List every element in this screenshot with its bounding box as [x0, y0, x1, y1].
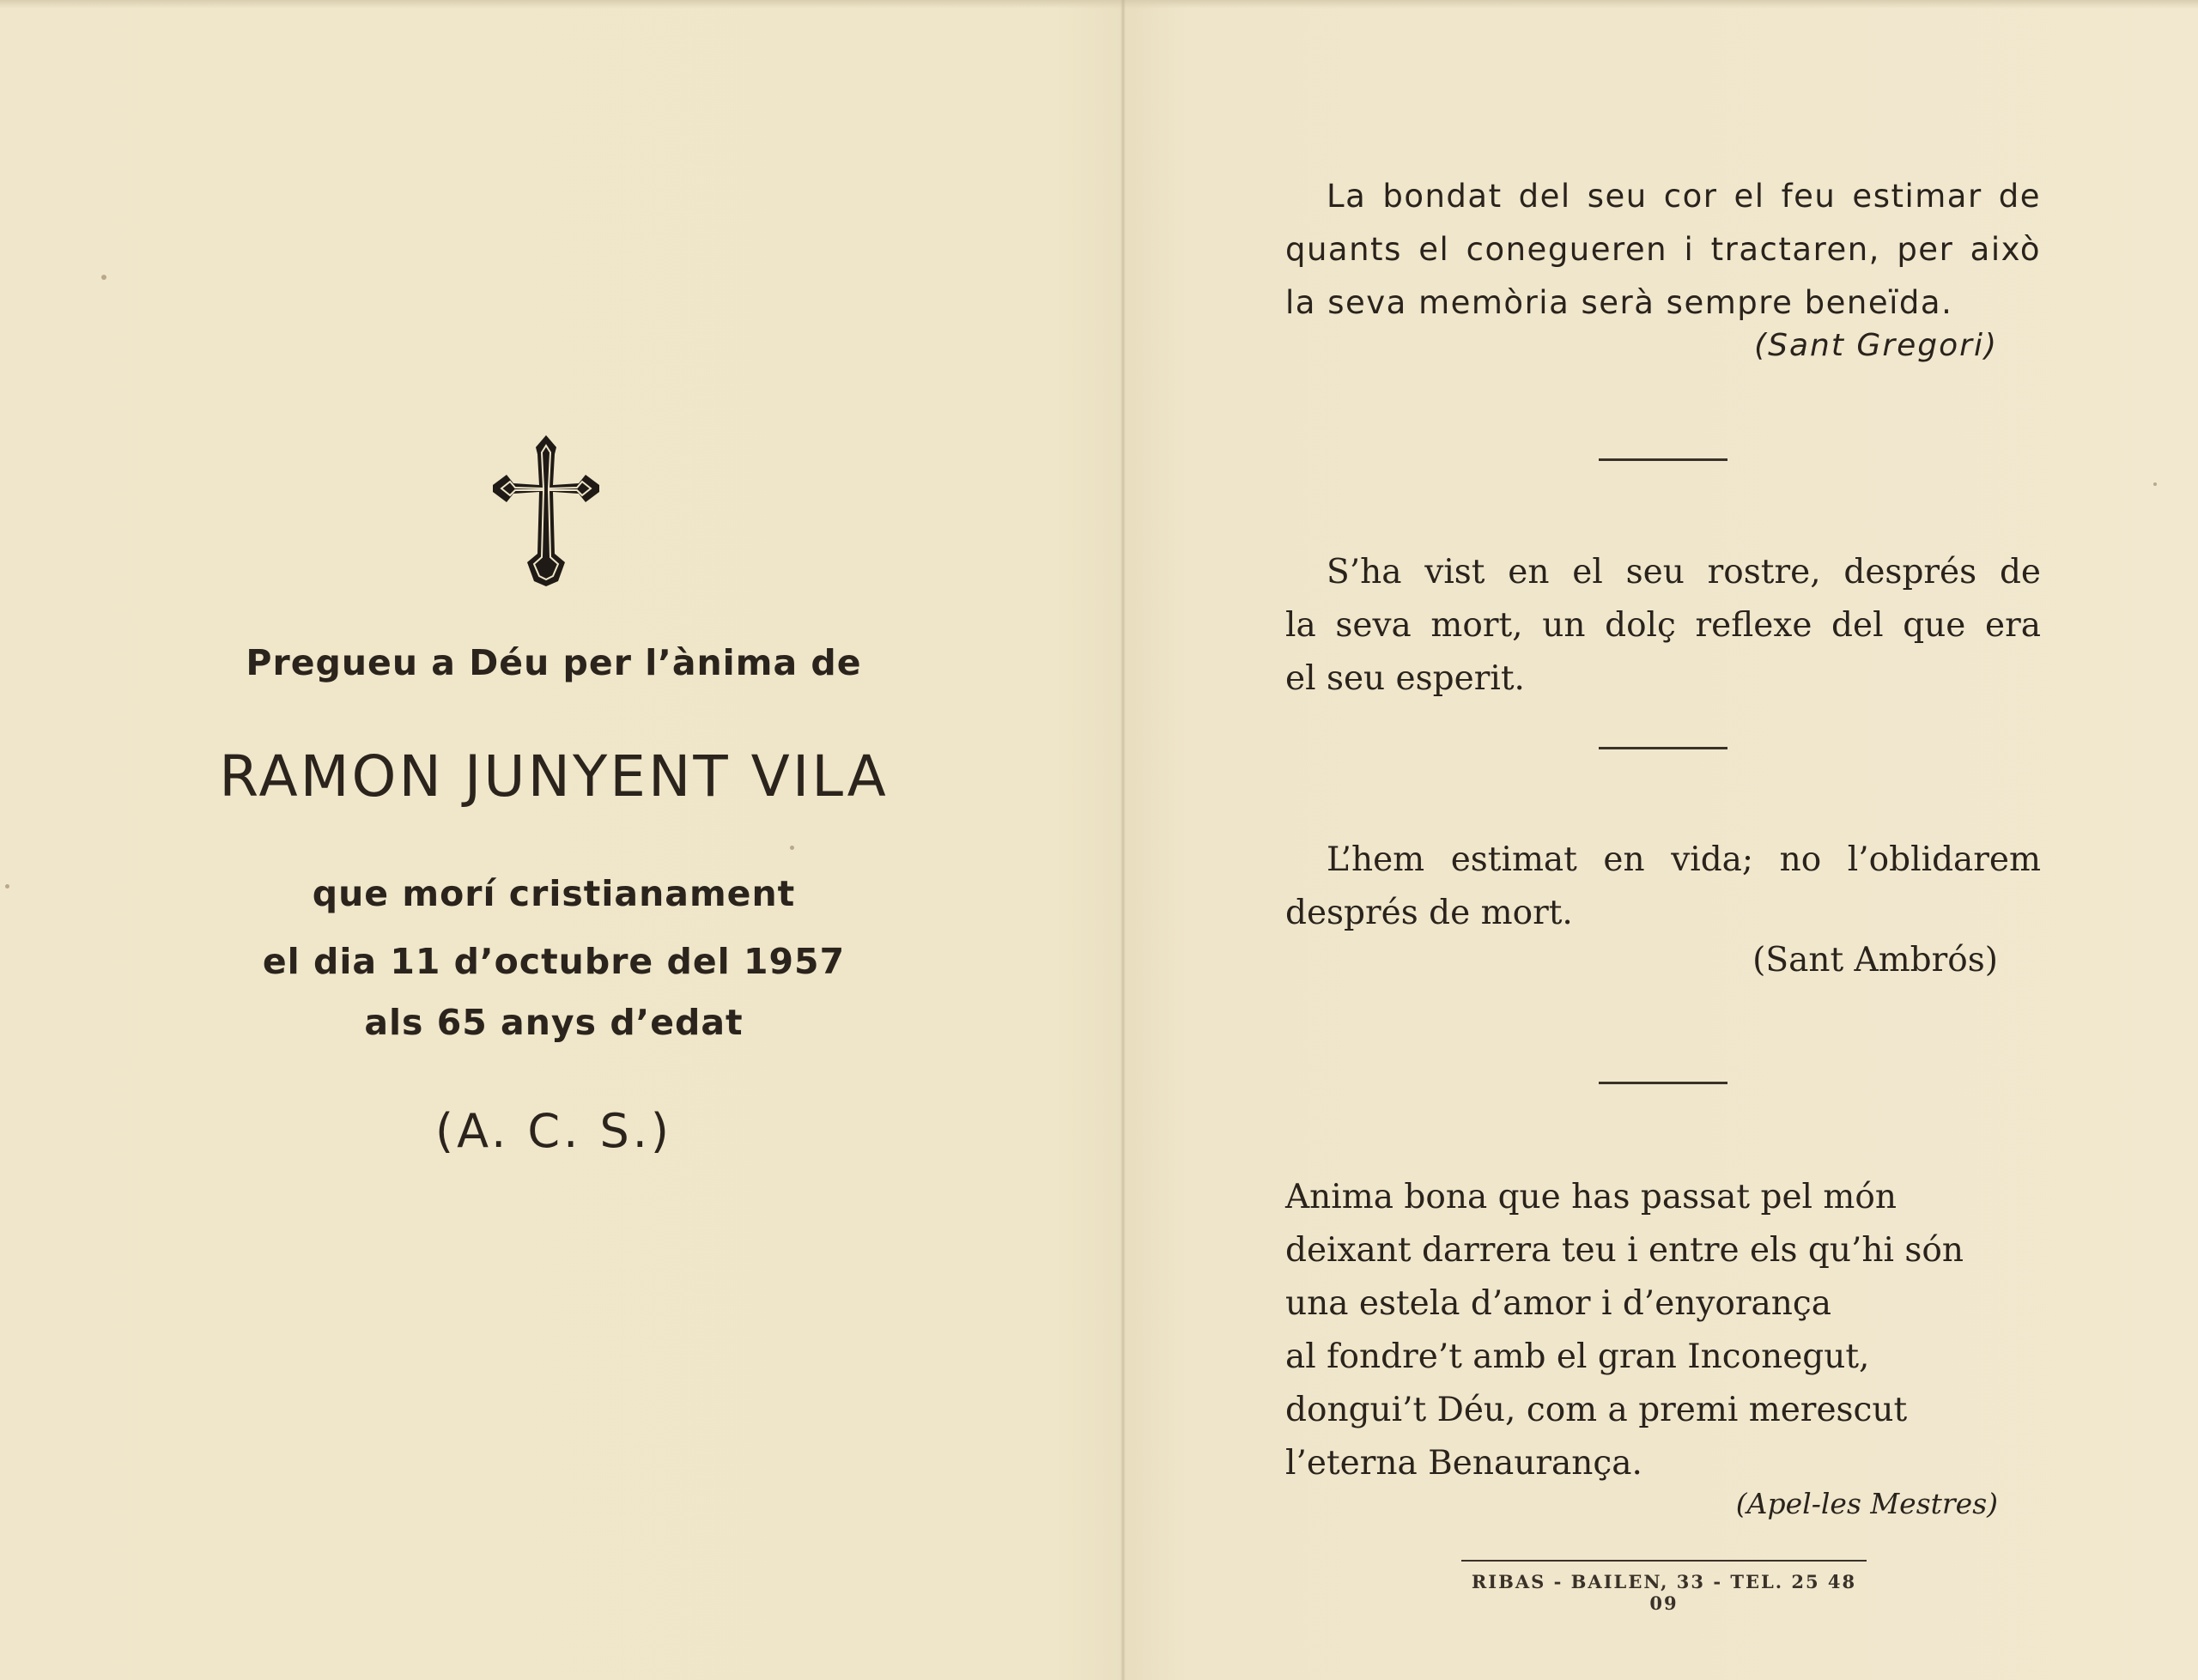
- quote-line: després de mort.: [1285, 894, 1573, 932]
- acs-abbreviation: (A. C. S.): [435, 1104, 672, 1158]
- quote-gregori: [1285, 170, 2041, 330]
- divider: [1599, 747, 1727, 749]
- paper-speck: [2153, 482, 2157, 486]
- quote-line: la seva mort, un dolç reflexe del que era: [1285, 606, 2041, 645]
- divider: [1599, 1082, 1727, 1084]
- age-line: als 65 anys d’edat: [364, 1002, 744, 1043]
- poem-line: dongui’t Déu, com a premi merescut: [1285, 1391, 1908, 1429]
- poem-line: l’eterna Benaurança.: [1285, 1444, 1642, 1483]
- divider: [1599, 458, 1727, 461]
- quote-ambros: [1285, 834, 2041, 940]
- deceased-name: RAMON JUNYENT VILA: [219, 743, 889, 810]
- quote-line: L’hem estimat en vida; no l’oblidarem: [1327, 840, 2041, 879]
- poem-line: Anima bona que has passat pel món: [1285, 1178, 1897, 1216]
- quote-line: S’ha vist en el seu rostre, després de: [1327, 553, 2041, 591]
- quote-line: quants el conegueren i tractaren, per això: [1285, 231, 2041, 268]
- cross-icon: [491, 434, 601, 588]
- quote-line: La bondat del seu cor el feu estimar de: [1327, 178, 2041, 215]
- quote-author: (Sant Ambrós): [1752, 941, 1998, 979]
- poem-author: (Apel-les Mestres): [1735, 1487, 1998, 1520]
- poem-line: una estela d’amor i d’enyorança: [1285, 1284, 1832, 1323]
- poem-line: deixant darrera teu i entre els qu’hi són: [1285, 1231, 1964, 1270]
- death-date: el dia 11 d’octubre del 1957: [262, 941, 846, 982]
- quote-line: el seu esperit.: [1285, 659, 1525, 698]
- prayer-line: Pregueu a Déu per l’ànima de: [246, 642, 862, 683]
- quote-author: (Sant Gregori): [1754, 328, 1998, 363]
- poem-line: al fondre’t amb el gran Inconegut,: [1285, 1337, 1870, 1376]
- death-line: que morí cristianament: [312, 873, 796, 914]
- card-fold: [1120, 0, 1126, 1680]
- printer-divider: [1461, 1560, 1867, 1562]
- quote-line: la seva memòria serà sempre beneïda.: [1285, 284, 1953, 321]
- poem-mestres: [1285, 1171, 2041, 1490]
- printer-imprint: RIBAS - BAILEN, 33 - TEL. 25 48 09: [1471, 1571, 1857, 1614]
- quote-rostre: [1285, 546, 2041, 706]
